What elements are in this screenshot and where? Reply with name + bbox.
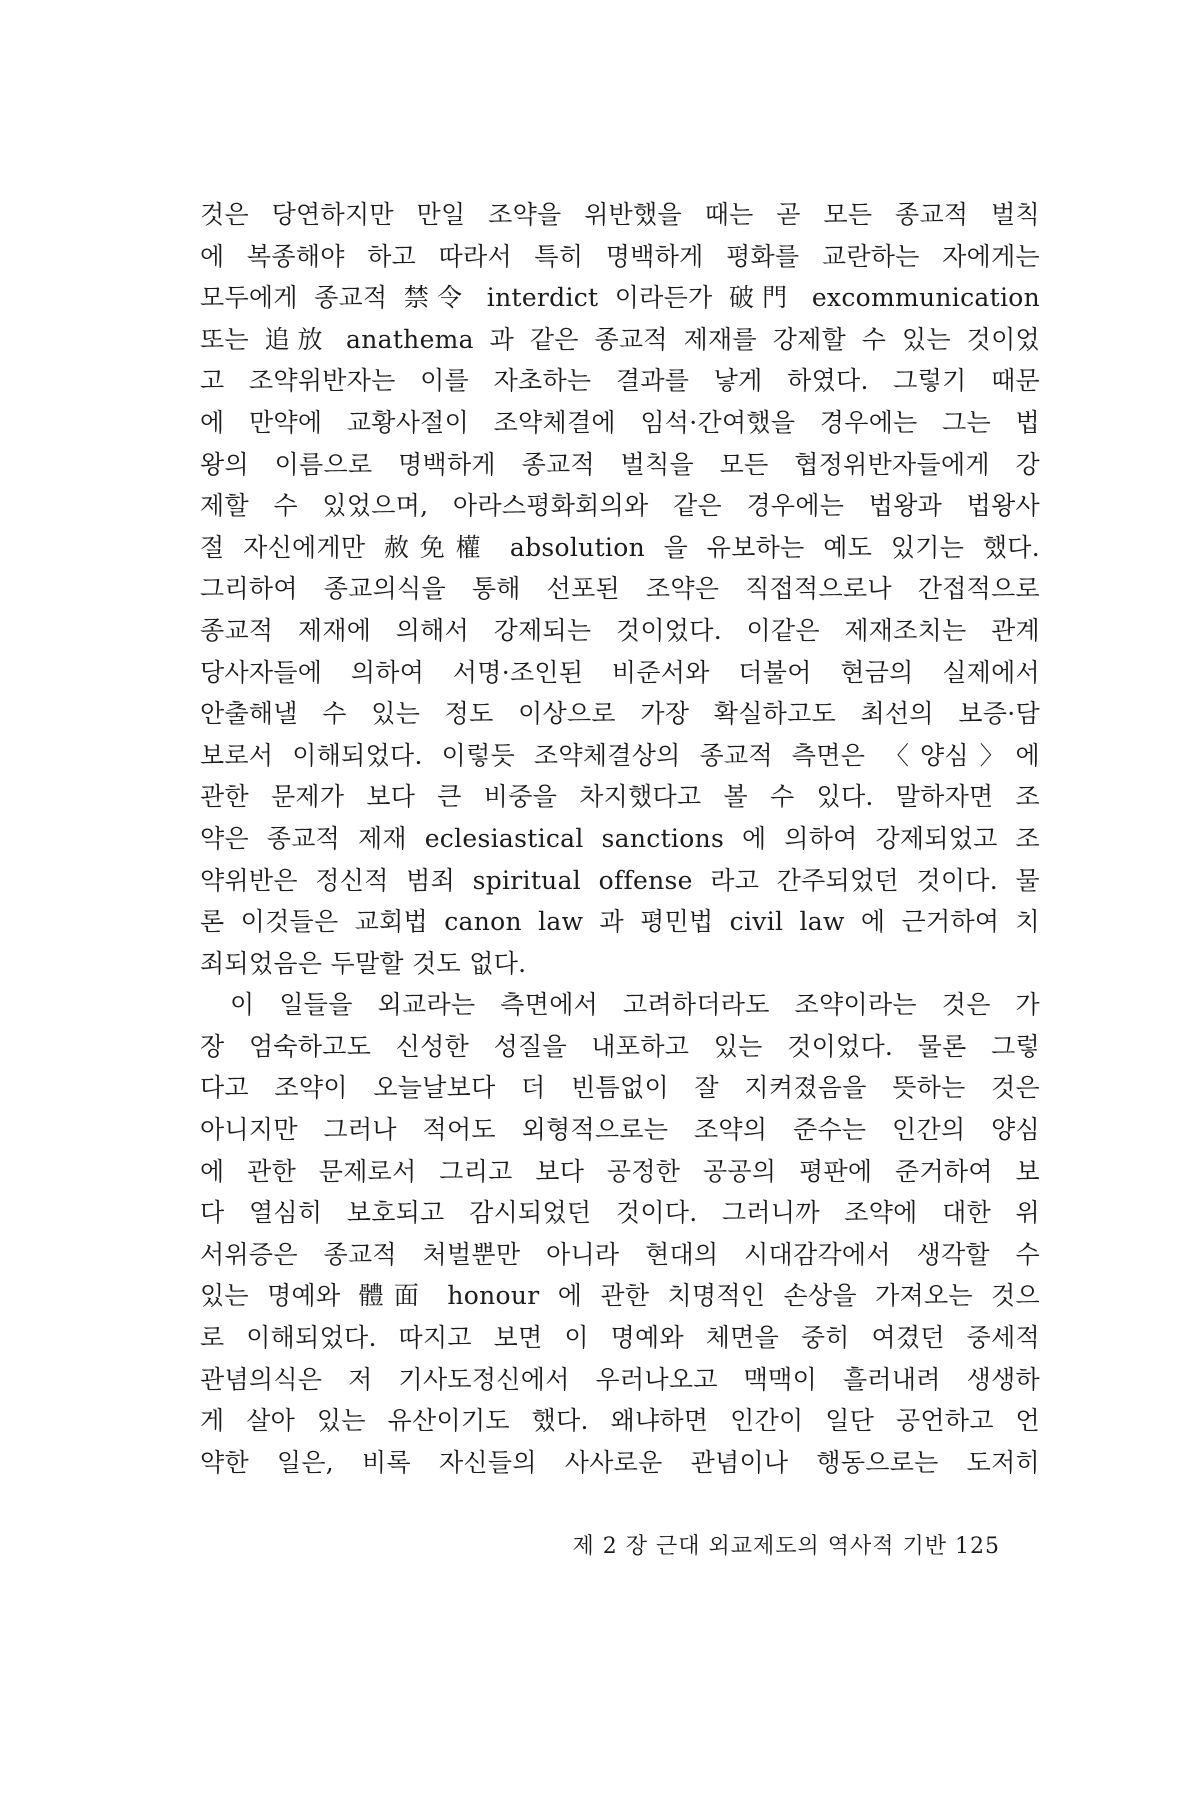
text-line: 그리하여 종교의식을 통해 선포된 조약은 직접적으로나 간접적으로 xyxy=(200,574,1040,604)
text-line: 이 일들을 외교라는 측면에서 고려하더라도 조약이라는 것은 가 xyxy=(230,990,1040,1020)
text-line: 제할 수 있었으며, 아라스평화회의와 같은 경우에는 법왕과 법왕사 xyxy=(200,491,1040,521)
text-line: 에 만약에 교황사절이 조약체결에 임석·간여했을 경우에는 그는 법 xyxy=(200,407,1040,437)
text-line: 종교적 제재에 의해서 강제되는 것이었다. 이같은 제재조치는 관계 xyxy=(200,615,1040,645)
text-line: 안출해낼 수 있는 정도 이상으로 가장 확실하고도 최선의 보증·담 xyxy=(200,699,1040,729)
text-line: 로 이해되었다. 따지고 보면 이 명예와 체면을 중히 여겼던 중세적 xyxy=(200,1323,1040,1353)
text-line: 론 이것들은 교회법 canon law 과 평민법 civil law 에 근거하여 치 xyxy=(200,907,1040,937)
text-line: 약위반은 정신적 범죄 spiritual offense 라고 간주되었던 것이다. 물 xyxy=(200,865,1040,895)
text-line: 서위증은 종교적 처벌뿐만 아니라 현대의 시대감각에서 생각할 수 xyxy=(200,1239,1040,1269)
text-line: 고 조약위반자는 이를 자초하는 결과를 낳게 하였다. 그렇기 때문 xyxy=(200,366,1040,396)
text-line: 모두에게 종교적 禁令 interdict 이라든가 破門 excommunication xyxy=(200,283,1040,313)
text-line: 아니지만 그러나 적어도 외형적으로는 조약의 준수는 인간의 양심 xyxy=(200,1115,1040,1145)
running-footer: 제 2 장 근대 외교제도의 역사적 기반 125 xyxy=(572,1534,1000,1559)
text-line: 다고 조약이 오늘날보다 더 빈틈없이 잘 지켜졌음을 뜻하는 것은 xyxy=(200,1073,1040,1103)
text-line: 보로서 이해되었다. 이렇듯 조약체결상의 종교적 측면은 〈양심〉에 xyxy=(200,740,1040,770)
text-line: 다 열심히 보호되고 감시되었던 것이다. 그러니까 조약에 대한 위 xyxy=(200,1198,1040,1228)
text-line: 에 복종해야 하고 따라서 특히 명백하게 평화를 교란하는 자에게는 xyxy=(200,241,1040,271)
text-line: 절 자신에게만 赦免權 absolution 을 유보하는 예도 있기는 했다. xyxy=(200,532,1040,562)
body-text xyxy=(200,194,1040,1483)
text-line: 것은 당연하지만 만일 조약을 위반했을 때는 곧 모든 종교적 벌칙 xyxy=(200,200,1040,229)
text-line: 약한 일은, 비록 자신들의 사사로운 관념이나 행동으로는 도저히 xyxy=(200,1447,1040,1477)
text-line: 약은 종교적 제재 eclesiastical sanctions 에 의하여 강제되었고 조 xyxy=(200,823,1040,853)
text-line: 게 살아 있는 유산이기도 했다. 왜냐하면 인간이 일단 공언하고 언 xyxy=(200,1406,1040,1436)
text-line: 당사자들에 의하여 서명·조인된 비준서와 더불어 현금의 실제에서 xyxy=(200,657,1040,687)
text-line: 에 관한 문제로서 그리고 보다 공정한 공공의 평판에 준거하여 보 xyxy=(200,1156,1040,1186)
text-line: 왕의 이름으로 명백하게 종교적 벌칙을 모든 협정위반자들에게 강 xyxy=(200,449,1040,479)
text-line: 또는 追放 anathema 과 같은 종교적 제재를 강제할 수 있는 것이었 xyxy=(200,324,1040,354)
text-line: 관념의식은 저 기사도정신에서 우러나오고 맥맥이 흘러내려 생생하 xyxy=(200,1364,1040,1394)
text-line: 있는 명예와 體面 honour 에 관한 치명적인 손상을 가져오는 것으 xyxy=(200,1281,1040,1311)
text-line: 관한 문제가 보다 큰 비중을 차지했다고 볼 수 있다. 말하자면 조 xyxy=(200,782,1040,812)
text-line: 장 엄숙하고도 신성한 성질을 내포하고 있는 것이었다. 물론 그렇 xyxy=(200,1031,1040,1061)
text-line: 죄되었음은 두말할 것도 없다. xyxy=(200,948,527,978)
